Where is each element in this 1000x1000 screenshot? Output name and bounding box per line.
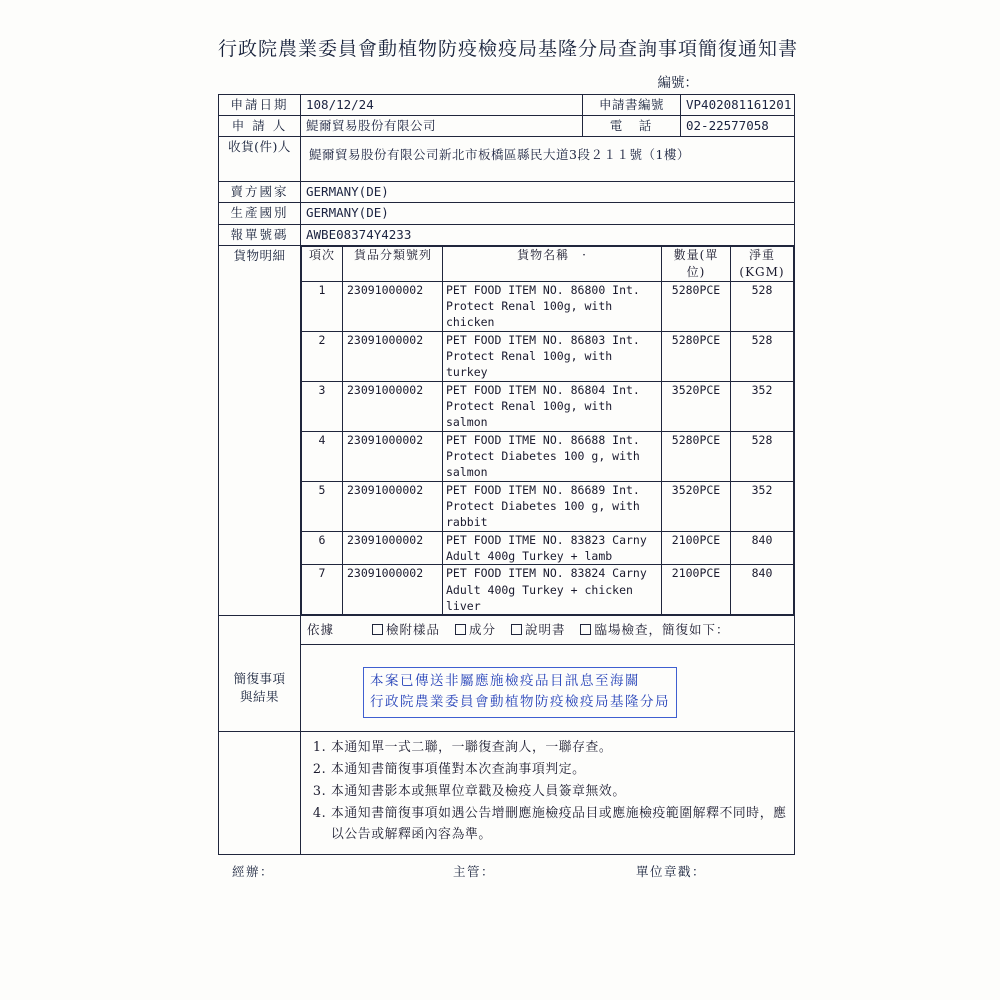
table-row-produce-country [219,203,795,224]
goods-qty: 5280PCE [662,281,731,331]
table-row-apply [219,95,795,116]
notice-document [218,34,799,882]
goods-name: PET FOOD ITEM NO. 83824 Carny Adult 400g Turkey + chicken liver [443,565,662,615]
goods-weight: 528 [731,431,794,481]
goods-name: PET FOOD ITEM NO. 86804 Int. Protect Renal 100g, with salmon [443,381,662,431]
notes-list [309,738,790,824]
footer-handler: 經辦： [232,863,275,879]
table-row-goods [219,245,795,616]
goods-qty: 2100PCE [662,531,731,565]
basis-option-ingredients: 成分 [468,622,496,638]
basis-option-onsite: 臨場檢查 [594,622,649,638]
apply-date-value: 108/12/24 [301,95,583,116]
reply-label-line1: 簡復事項 [233,671,286,686]
notes-cell [301,732,795,855]
table-row [302,281,794,331]
table-row [302,381,794,431]
reply-label [219,645,301,732]
goods-name: PET FOOD ITEM NO. 86800 Int. Protect Renal 100g, with chicken [443,281,662,331]
goods-code: 23091000002 [343,331,443,381]
goods-code: 23091000002 [343,565,443,615]
goods-qty: 5280PCE [662,431,731,481]
main-table [218,94,795,855]
produce-country-value: GERMANY(DE) [301,203,795,224]
table-row-basis [219,616,795,645]
table-row [302,431,794,481]
goods-header-name: 貨物名稱 · [443,246,662,281]
declaration-value: AWBE08374Y4233 [301,224,795,245]
goods-table-cell [301,245,795,616]
table-row [302,331,794,381]
goods-code: 23091000002 [343,381,443,431]
reply-stamp-line2: 行政院農業委員會動植物防疫檢疫局基隆分局 [370,694,670,711]
basis-spacer [219,616,301,645]
goods-weight: 840 [731,565,794,615]
goods-code: 23091000002 [343,431,443,481]
goods-name: PET FOOD ITME NO. 83823 Carny Adult 400g Turkey + lamb [443,531,662,565]
basis-label: 依據 [307,622,335,638]
goods-header-weight: 淨重(KGM) [731,246,794,281]
goods-qty: 3520PCE [662,481,731,531]
table-row-consignee [219,137,795,182]
apply-date-label: 申請日期 [219,95,301,116]
goods-header-code: 貨品分類號列 [343,246,443,281]
table-row [302,481,794,531]
goods-weight: 528 [731,281,794,331]
goods-name: PET FOOD ITME NO. 86688 Int. Protect Diabetes 100 g, with salmon [443,431,662,481]
phone-value: 02-22577058 [681,116,795,137]
goods-body [302,281,794,615]
basis-tail: ，簡復如下： [648,622,730,638]
apply-no-value: VP402081161201 [681,95,795,116]
goods-qty: 3520PCE [662,381,731,431]
goods-weight: 528 [731,331,794,381]
goods-code: 23091000002 [343,531,443,565]
list-item: 4. 本通知書簡復事項如遇公告增刪應施檢疫品目或應施檢疫範圍解釋不同時，應 [331,804,790,825]
footer [218,862,794,882]
phone-label: 電 話 [583,116,681,137]
goods-weight: 840 [731,531,794,565]
reply-stamp-line1: 本案已傳送非屬應施檢疫品目訊息至海關 [370,673,640,690]
goods-no: 2 [302,331,343,381]
goods-no: 6 [302,531,343,565]
checkbox-sample[interactable] [372,624,383,635]
goods-qty: 2100PCE [662,565,731,615]
reply-stamp [363,667,677,718]
goods-no: 3 [302,381,343,431]
checkbox-onsite[interactable] [580,624,591,635]
footer-unit-stamp: 單位章戳： [636,863,707,879]
goods-no: 7 [302,565,343,615]
table-row [302,565,794,615]
goods-weight: 352 [731,481,794,531]
goods-no: 5 [302,481,343,531]
reply-label-line2: 與結果 [239,689,279,705]
goods-detail-label: 貨物明細 [219,245,301,616]
goods-no: 1 [302,281,343,331]
goods-code: 23091000002 [343,281,443,331]
checkbox-ingredients[interactable] [455,624,466,635]
notes-label-cell [219,732,301,855]
goods-table [301,246,794,616]
seller-country-label: 賣方國家 [219,182,301,203]
table-row-declaration [219,224,795,245]
declaration-label: 報單號碼 [219,224,301,245]
basis-row [301,616,795,645]
table-row-applicant [219,116,795,137]
goods-header-qty: 數量(單位) [662,246,731,281]
notes-continuation: 以公告或解釋函內容為準。 [331,827,492,843]
apply-no-label: 申請書編號 [583,95,681,116]
goods-qty: 5280PCE [662,331,731,381]
consignee-label: 收貨(件)人 [219,137,301,182]
table-row-notes [219,732,795,855]
goods-name: PET FOOD ITEM NO. 86803 Int. Protect Renal 100g, with turkey [443,331,662,381]
goods-header-row [302,246,794,281]
consignee-value: 鯷爾貿易股份有限公司新北市板橋區縣民大道3段２１１號（1樓） [301,137,795,182]
table-row [302,531,794,565]
table-row-seller-country [219,182,795,203]
goods-no: 4 [302,431,343,481]
goods-name: PET FOOD ITEM NO. 86689 Int. Protect Diabetes 100 g, with rabbit [443,481,662,531]
list-item: 1. 本通知單一式二聯，一聯復查詢人，一聯存查。 [331,738,790,759]
reply-content [301,645,795,732]
applicant-value: 鯷爾貿易股份有限公司 [301,116,583,137]
list-item: 3. 本通知書影本或無單位章戳及檢疫人員簽章無效。 [331,782,790,803]
applicant-label: 申 請 人 [219,116,301,137]
page-title: 行政院農業委員會動植物防疫檢疫局基隆分局查詢事項簡復通知書 [218,38,799,60]
goods-header-no: 項次 [302,246,343,281]
list-item: 2. 本通知書簡復事項僅對本次查詢事項判定。 [331,760,790,781]
basis-option-manual: 說明書 [524,622,566,638]
serial-number-label: 編號： [657,75,698,91]
table-row-reply [219,645,795,732]
checkbox-manual[interactable] [511,624,522,635]
goods-weight: 352 [731,381,794,431]
goods-code: 23091000002 [343,481,443,531]
seller-country-value: GERMANY(DE) [301,182,795,203]
footer-supervisor: 主管： [453,863,496,879]
produce-country-label: 生產國別 [219,203,301,224]
basis-option-sample: 檢附樣品 [385,622,440,638]
